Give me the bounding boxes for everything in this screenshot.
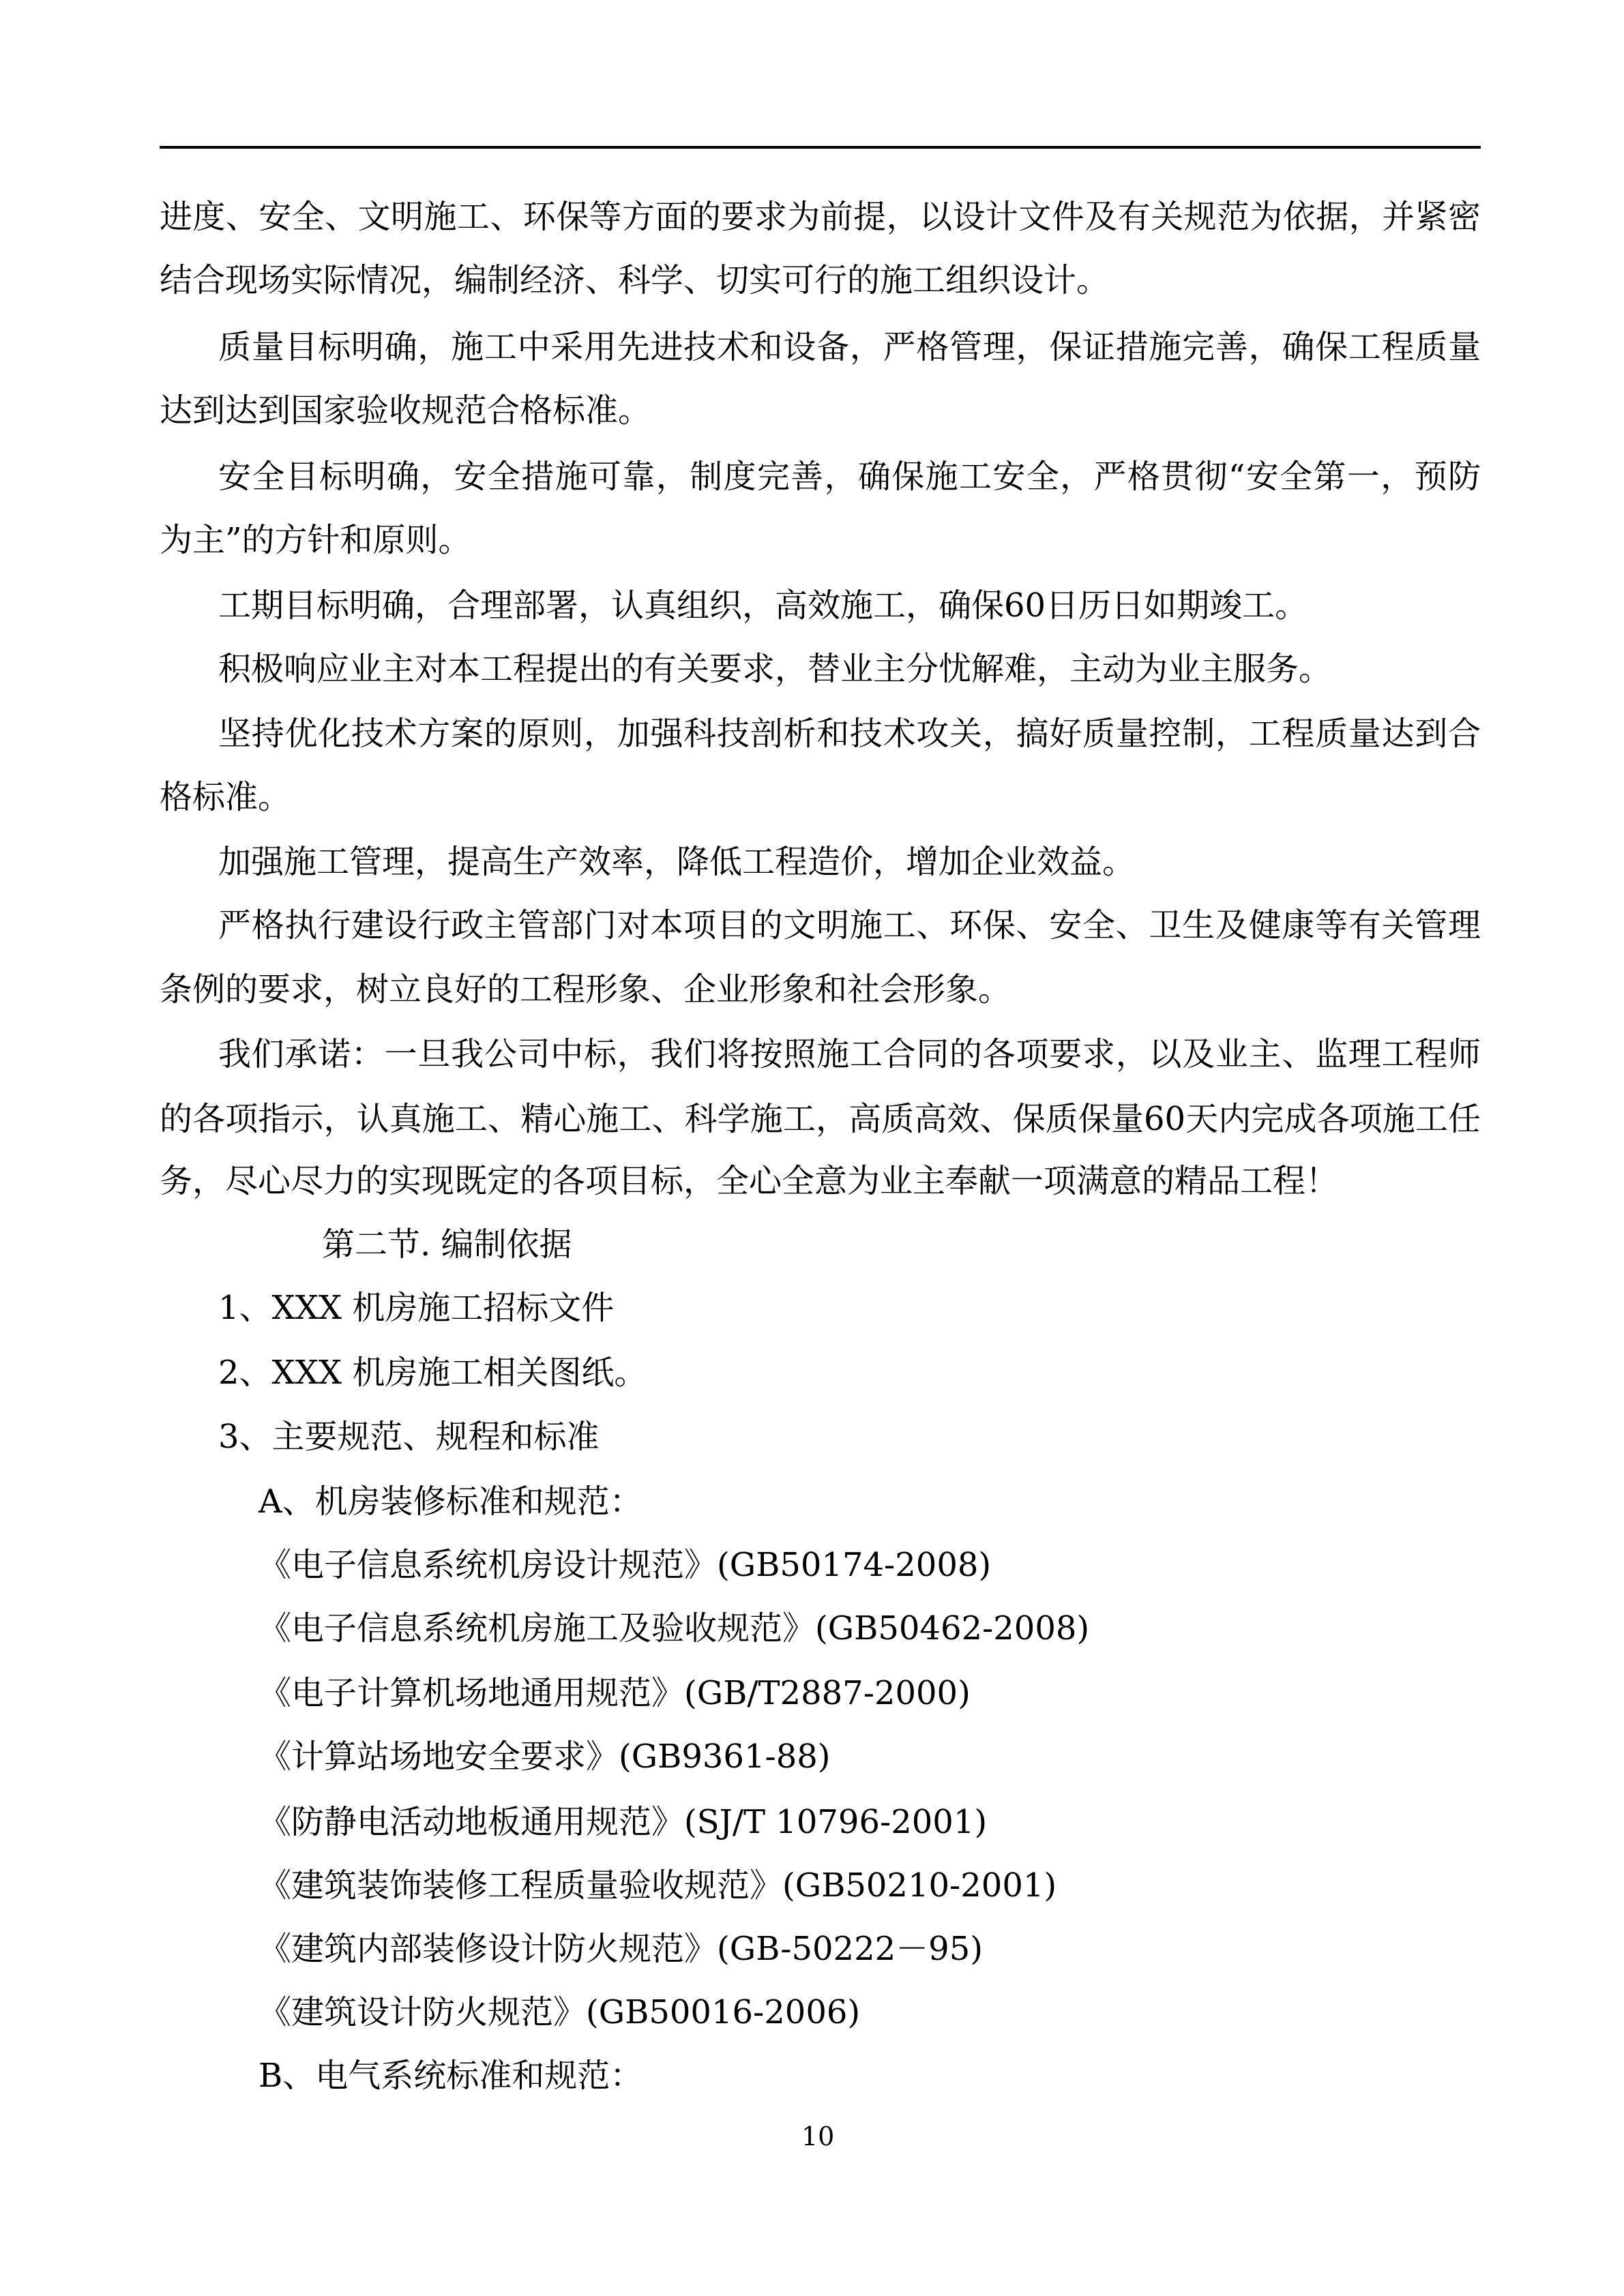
paragraph-line: 安全目标明确，安全措施可靠，制度完善，确保施工安全，严格贯彻“安全第一，预防 [218, 458, 1481, 496]
standard-item: 《电子计算机场地通用规范》(GB/T2887-2000) [259, 1674, 971, 1712]
paragraph-line: 积极响应业主对本工程提出的有关要求，替业主分忧解难，主动为业主服务。 [218, 650, 1332, 688]
standard-item: 《建筑设计防火规范》(GB50016-2006) [259, 1993, 861, 2031]
paragraph-line: 为主”的方针和原则。 [160, 521, 471, 559]
page-number: 10 [801, 2121, 835, 2151]
paragraph-line: 结合现场实际情况，编制经济、科学、切实可行的施工组织设计。 [160, 261, 1110, 299]
paragraph-line: 务，尽心尽力的实现既定的各项目标，全心全意为业主奉献一项满意的精品工程！ [160, 1162, 1339, 1200]
standards-b-heading: B、电气系统标准和规范： [259, 2057, 643, 2095]
paragraph-line: 我们承诺：一旦我公司中标，我们将按照施工合同的各项要求，以及业主、监理工程师 [218, 1035, 1481, 1073]
basis-item: 1、XXX 机房施工招标文件 [218, 1289, 615, 1327]
standards-heading: A、机房装修标准和规范： [259, 1482, 643, 1521]
standard-item: 《电子信息系统机房施工及验收规范》(GB50462-2008) [259, 1609, 1090, 1648]
paragraph-line: 严格执行建设行政主管部门对本项目的文明施工、环保、安全、卫生及健康等有关管理 [218, 906, 1481, 944]
standard-item: 《建筑装饰装修工程质量验收规范》(GB50210-2001) [259, 1866, 1057, 1905]
standard-item: 《建筑内部装修设计防火规范》(GB-50222－95) [259, 1930, 983, 1968]
basis-item: 2、XXX 机房施工相关图纸。 [218, 1354, 647, 1392]
paragraph-line: 加强施工管理，提高生产效率，降低工程造价，增加企业效益。 [218, 843, 1136, 881]
standard-item: 《防静电活动地板通用规范》(SJ/T 10796-2001) [259, 1803, 988, 1841]
paragraph-line: 坚持优化技术方案的原则，加强科技剖析和技术攻关，搞好质量控制，工程质量达到合 [218, 715, 1481, 753]
paragraph-line: 达到达到国家验收规范合格标准。 [160, 391, 651, 430]
paragraph-line: 工期目标明确，合理部署，认真组织，高效施工，确保60日历日如期竣工。 [218, 586, 1308, 625]
section-title: 第二节. 编制依据 [322, 1225, 572, 1264]
paragraph-line: 格标准。 [160, 778, 291, 816]
header-rule [160, 146, 1481, 149]
paragraph-line: 的各项指示，认真施工、精心施工、科学施工，高质高效、保质保量60天内完成各项施工任 [160, 1100, 1481, 1138]
paragraph-line: 质量目标明确，施工中采用先进技术和设备，严格管理，保证措施完善，确保工程质量 [218, 328, 1481, 366]
paragraph-line: 进度、安全、文明施工、环保等方面的要求为前提，以设计文件及有关规范为依据，并紧密 [160, 198, 1481, 236]
basis-item: 3、主要规范、规程和标准 [218, 1418, 600, 1456]
standard-item: 《计算站场地安全要求》(GB9361-88) [259, 1738, 831, 1776]
standard-item: 《电子信息系统机房设计规范》(GB50174-2008) [259, 1546, 992, 1584]
paragraph-line: 条例的要求，树立良好的工程形象、企业形象和社会形象。 [160, 970, 1012, 1009]
